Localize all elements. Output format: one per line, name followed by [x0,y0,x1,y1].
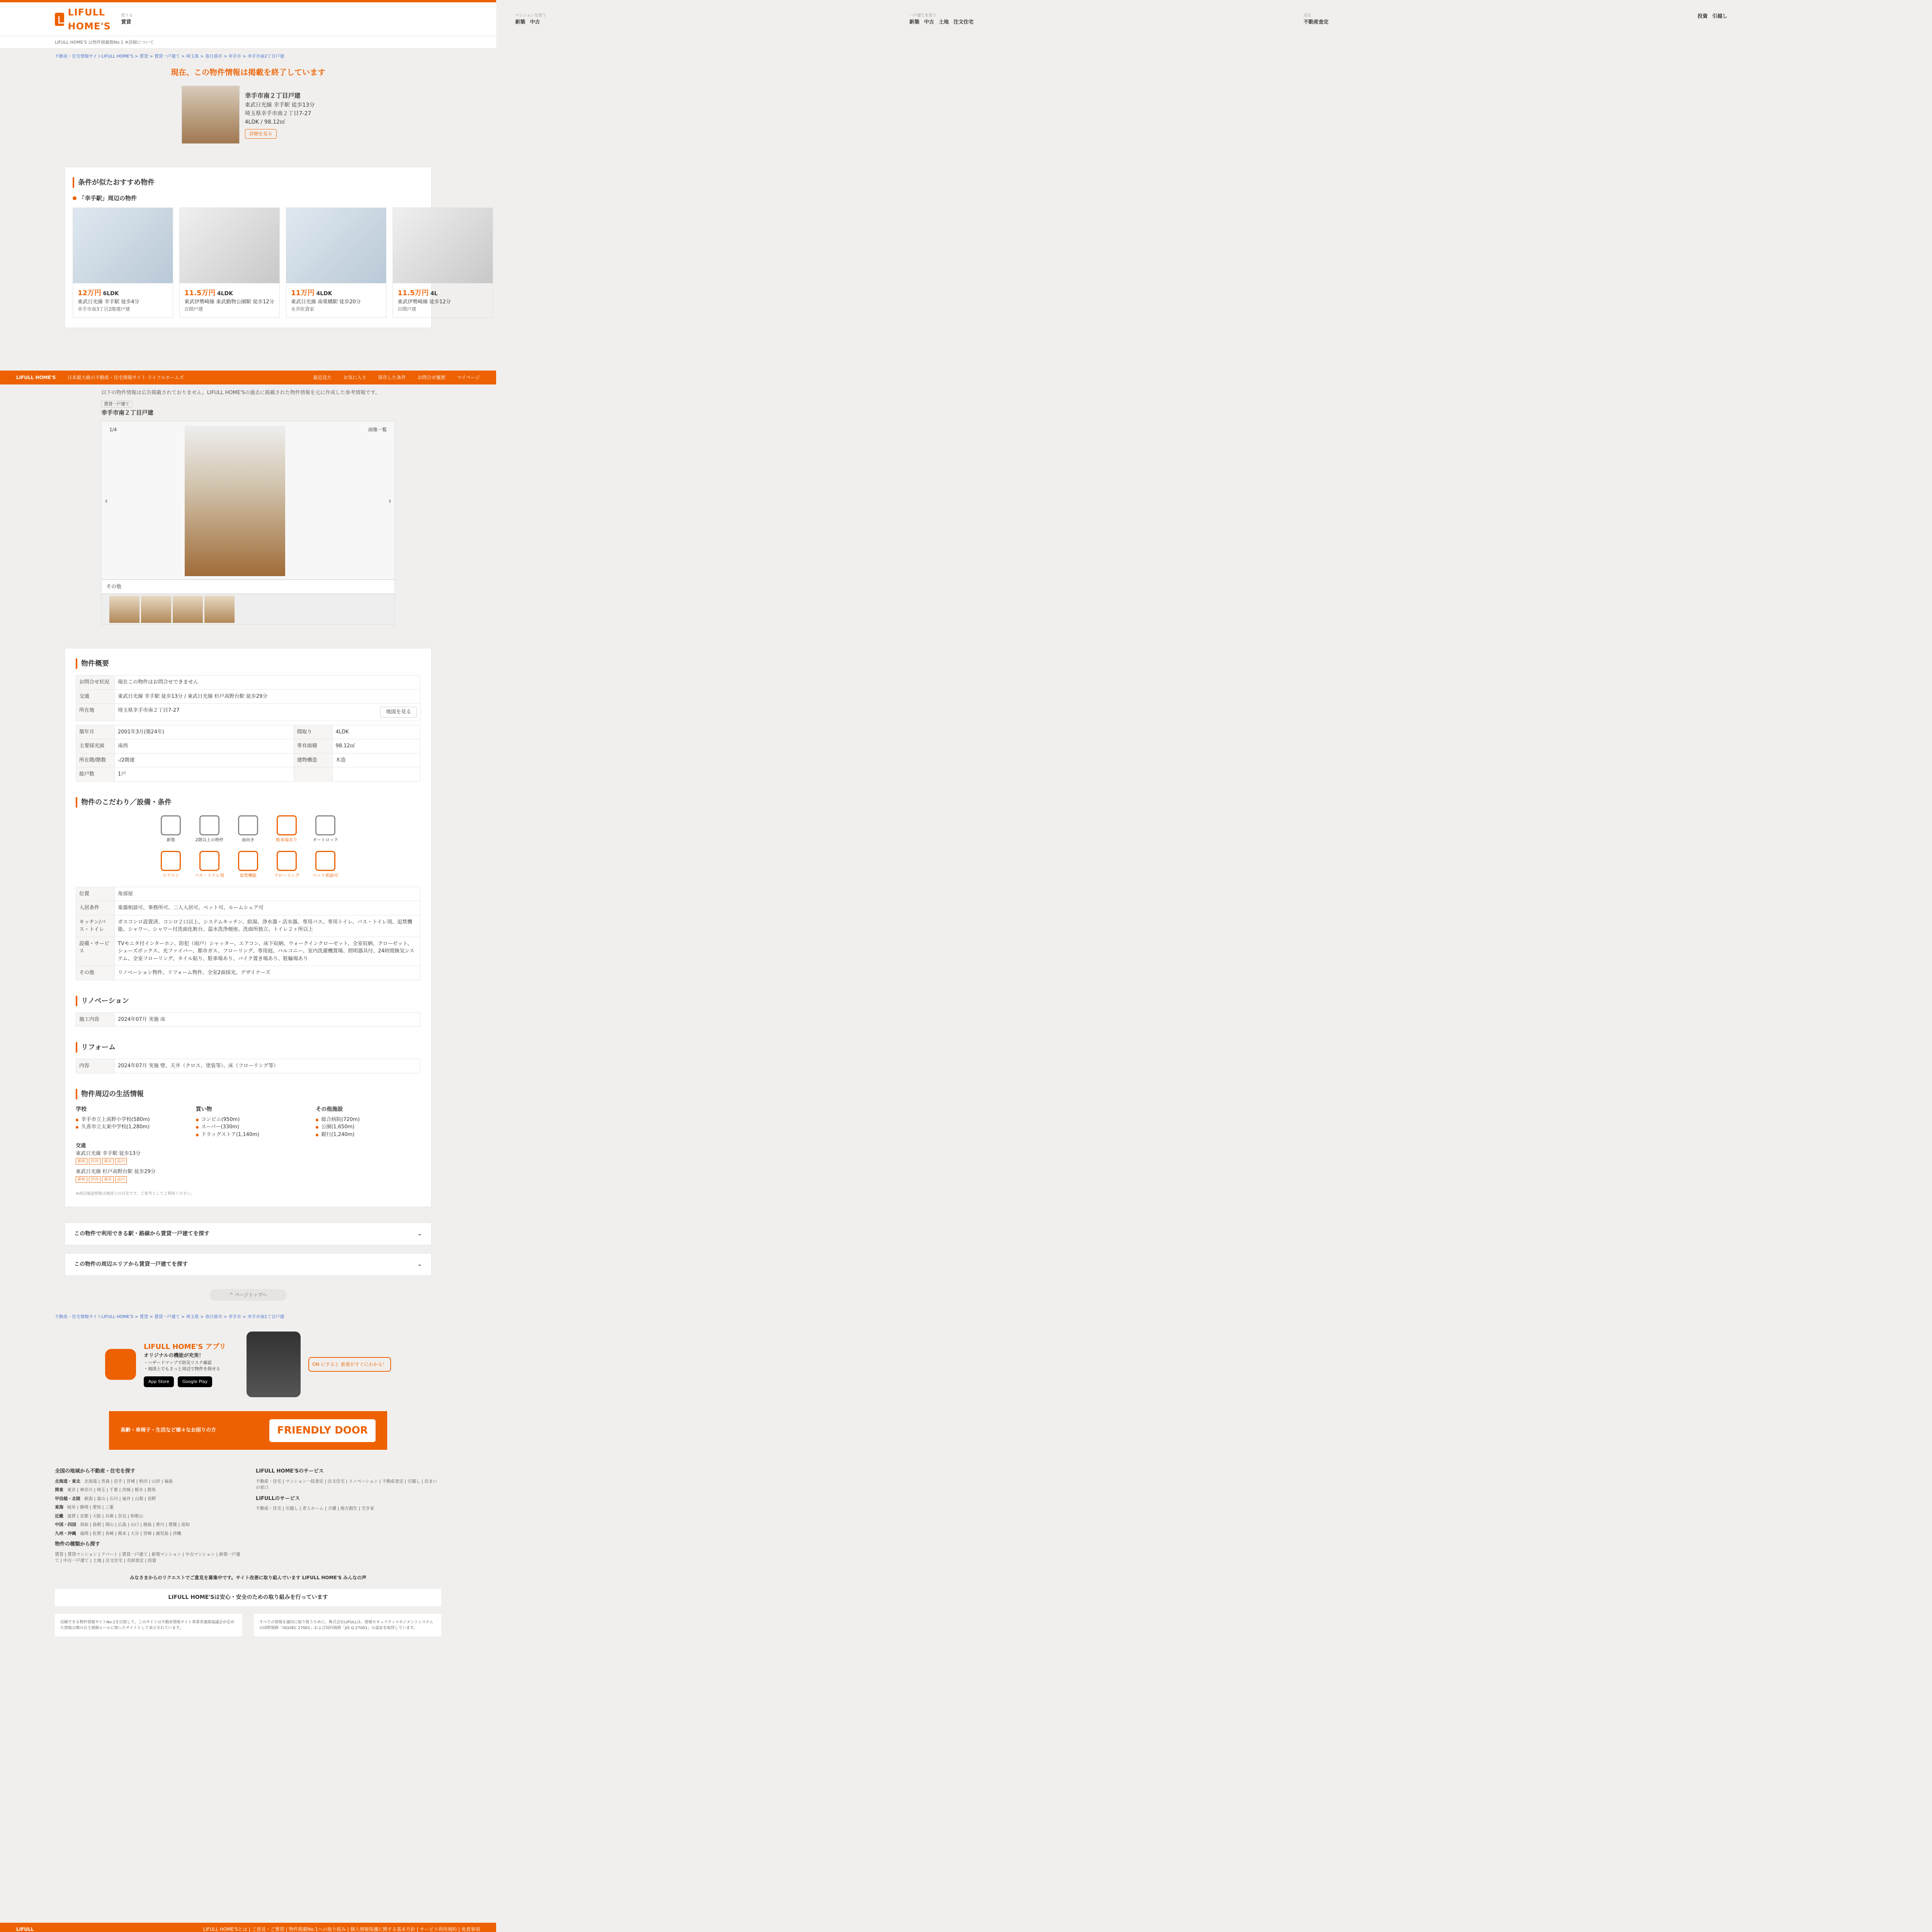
car-icon [277,815,297,835]
links-heading: LIFULL HOME'Sのサービス [256,1468,324,1474]
lock-icon [315,815,335,835]
accordion-label: この物件の周辺エリアから賃貸一戸建てを探す [74,1261,188,1267]
card-station: 東武伊勢崎線 徒歩12分 [398,299,451,305]
life-transit [76,1142,420,1183]
card-station: 東武日光線 南栗橋駅 徒歩20分 [291,299,361,305]
nav-group-label: マンションを買う [515,13,546,18]
app-promo [105,1332,391,1397]
shop-item: コンビニ(950m) [196,1116,301,1124]
thumbnail[interactable] [204,596,235,623]
bath-icon [199,851,219,871]
feature-reheat: 追焚機能 [233,851,264,879]
feature-flooring: フローリング [271,851,302,879]
thumbnail[interactable] [141,596,171,623]
recommendations [65,167,451,328]
pet-icon [315,851,335,871]
spec-value: 南西 [115,739,294,753]
accordion-area-search[interactable] [65,1253,432,1276]
app-bubble: ON にすると 新着がすぐにわかる！ [308,1357,391,1372]
spec-value: -/2階建 [115,753,294,767]
spec-value: 2001年3月(築24年) [115,725,294,739]
spec-value: 4LDK [332,725,420,739]
nav-moving[interactable]: 引越し [1712,13,1728,19]
row-label: 施工内容 [76,1012,115,1027]
ended-notice [55,64,441,144]
transit-badge: 渋谷 [89,1176,100,1183]
service-links[interactable]: 不動産・住宅 | マンション一括査定 | 注文住宅 | リノベーション | 不動産査定 | 引越し | 住まいの窓口 [256,1478,437,1490]
property-photo [286,208,386,283]
transit-badge: 東京 [102,1176,114,1183]
feature-bath-separate: バス・トイレ別 [194,851,225,879]
feature-pet: ペット相談可 [310,851,341,879]
photo-category: その他 [101,580,395,594]
transit-badge: 新宿 [76,1176,87,1183]
life-shop [196,1105,301,1139]
row-label: 所在地 [76,704,115,721]
ended-property-card [55,86,441,144]
main-photo [185,425,285,576]
bar-link-mypage[interactable]: マイページ [457,375,480,380]
life-title: 物件周辺の生活情報 [76,1089,420,1099]
footer-breadcrumb[interactable]: 不動産・住宅情報サイトLIFULL HOME'S > 賃貸 > 賃貸一戸建て > 埼玉県 > 春日部市 > 幸手市 > 幸手市南2丁目戸建 [55,1314,284,1319]
renovation-title: リノベーション [76,996,420,1006]
feature-aircon: エアコン [155,851,186,879]
row-value: 東武日光線 幸手駅 徒歩13分 / 東武日光線 杉戸高野台駅 徒歩29分 [115,689,420,704]
transit-badge: 渋谷 [89,1158,100,1165]
row-label: 内容 [76,1059,115,1073]
chevron-up-icon: ^ [229,1292,235,1298]
region-links[interactable]: 鳥取 | 島根 | 岡山 | 広島 | 山口 | 徳島 | 香川 | 愛媛 | 高知 [80,1522,190,1527]
thumbnail[interactable] [173,596,203,623]
feature-icons [148,815,349,879]
links-heading: 物件の種類から探す [55,1541,100,1547]
spec-label: 間取り [294,725,332,739]
life-info [76,1105,420,1139]
row-value: リノベーション物件、リフォーム物件、全室2面採光、デザイナーズ [115,966,420,980]
bar-link-recent[interactable]: 最近見た [313,375,332,380]
nav-group-other [1694,13,1932,26]
card-layout: 4L [430,290,438,297]
card-layout: 6LDK [103,290,119,297]
nav-custom-house[interactable]: 注文住宅 [953,19,974,25]
prev-arrow-icon[interactable]: ‹ [105,496,108,505]
row-label: 位置 [76,887,115,901]
nav-group-rent [117,13,511,26]
feature-new: 新築 [155,815,186,844]
transit-line: 東武日光線 幸手駅 徒歩13分 [76,1150,141,1156]
spec-table [76,725,420,782]
card-name: 幸手市南3丁目2階建戸建 [78,306,130,312]
transit-line: 東武日光線 杉戸高野台駅 徒歩29分 [76,1168,156,1175]
life-school [76,1105,180,1139]
app-title: LIFULL HOME'S アプリ [144,1343,226,1351]
card-name: 永井医貸家 [291,306,315,312]
school-item: 久喜市立太東中学校(1,280m) [76,1123,180,1131]
reco-card[interactable] [286,207,386,318]
property-thumbnail [182,86,240,144]
property-address: 埼玉県幸手市南２丁目7-27 [245,111,311,117]
safety-heading: LIFULL HOME'Sは安心・安全のための取り組みを行っています [55,1589,441,1606]
photo-gallery [101,421,395,580]
row-value: 角部屋 [115,887,420,901]
reform-table [76,1059,420,1073]
nav-appraisal[interactable]: 不動産査定 [1303,19,1329,25]
spec-value: 98.12㎡ [332,739,420,753]
sub-bar-text: LIFULL HOME'S は物件掲載数No.1 ※詳細について [55,40,154,45]
new-building-icon [161,815,181,835]
other-heading: その他施設 [316,1106,343,1112]
shop-item: ドラッグストア(1,140m) [196,1131,301,1139]
ended-heading: 現在、この物件情報は掲載を終了しています [171,68,325,77]
property-photo [73,208,173,283]
feature-south: 南向き [233,815,264,844]
nav-mansion-used[interactable]: 中古 [530,19,540,25]
cert-badge-1: 信頼できる物件情報サイトNo.1を目指して。このサイトは不動産情報サイト事業者連絡協議会が定めた情報公開の自主規制ルールに則ったサイトとして表示されています。 [55,1614,242,1636]
thumbnail[interactable] [109,596,139,623]
stairs-icon [199,815,219,835]
links-heading: LIFULLのサービス [256,1495,300,1502]
photo-counter: 1/4 [109,427,117,432]
card-price: 11.5万円 [184,289,216,297]
accordion-label: この物件で利用できる駅・路線から賃貸一戸建てを探す [74,1230,209,1237]
bar-link-history[interactable]: お問合せ履歴 [417,375,446,380]
nav-land[interactable]: 土地 [939,19,949,25]
property-type-tag: 賃貸一戸建て [101,401,132,408]
footer-logo[interactable]: LIFULL [16,1927,34,1932]
nav-invest[interactable]: 投資 [1697,13,1708,19]
row-label: お問合せ状況 [76,675,115,690]
nav-house-used[interactable]: 中古 [924,19,934,25]
nav-group-mansion [511,13,905,26]
region-links[interactable]: 北海道 | 青森 | 岩手 | 宮城 | 秋田 | 山形 | 福島 [84,1478,173,1484]
region-links[interactable]: 福岡 | 佐賀 | 長崎 | 熊本 | 大分 | 宮崎 | 鹿児島 | 沖縄 [80,1531,181,1536]
features-title: 物件のこだわり／設備・条件 [76,797,420,808]
footer-links: 全国の地域から不動産・住宅を探す 北海道・東北 北海道 | 青森 | 岩手 | 宮城 | 秋田 | 山形 | 福島 関東 東京 | 神奈川 | 埼玉 | 千葉 | 茨城 | 栃木 | 群馬 甲信越・北陸 新潟 | 富山 | 石川 | 福井 | 山梨 | 長野 東海 岐阜 | 静岡 | 愛知 | 三重 近畿 滋賀 | 京都 | 大阪 | 兵庫 | 奈良 | 和歌山 中国・四国 鳥取 | 島根 | 岡山 | 広島 | 山口 | 徳島 | 香川 | 愛媛 | 高知 九州・沖縄 福岡 | 佐賀 | 長崎 | 熊本 | 大分 | 宮崎 | 鹿児島 | 沖縄 物件の種類から探す 賃貸 | 賃貸マンション | アパート | 賃貸一戸建て | 新築マンション | 中古マンション | 新築一戸建て | 中古一戸建て | 土地 | 注文住宅 | 売却査定 | 投資 LIFULL HOME'Sのサービス 不動産・住宅 | マンション一括査定 | 注文住宅 | リノベーション | 不動産査定 | 引越し | 住まいの窓口 LIFULLのサービス 不動産・住宅 | 引越し | 老人ホーム | 介護 | 地方創生 | 空き家 [55,1464,441,1566]
detail-header [101,384,395,417]
property-name: 幸手市南２丁目戸建 [245,92,301,100]
reco-card[interactable] [179,207,280,318]
features-table [76,887,420,980]
breadcrumb[interactable]: 不動産・住宅情報サイトLIFULL HOME'S > 賃貸 > 賃貸一戸建て > 埼玉県 > 春日部市 > 幸手市 > 幸手市南2丁目戸建 [55,54,284,59]
property-photo [393,208,493,283]
other-item: 銀行(1,240m) [316,1131,420,1139]
friendly-door-banner[interactable] [109,1411,387,1450]
map-button[interactable]: 地図を見る [380,707,417,718]
property-photo [180,208,279,283]
links-heading: 全国の地域から不動産・住宅を探す [55,1468,136,1474]
school-heading: 学校 [76,1106,87,1112]
phone-mockup [247,1332,301,1397]
transit-heading: 交通 [76,1143,86,1149]
overview-title: 物件概要 [76,658,420,669]
cert-badge-2: すべての情報を適切に取り扱うために。株式会社LIFULLは、情報セキュリティマネジメントシステムの国際規格「ISO/IEC 27001」および国内規格「JIS Q 27001」の認証を取得しています。 [254,1614,441,1636]
region-links[interactable]: 滋賀 | 京都 | 大阪 | 兵庫 | 奈良 | 和歌山 [67,1513,143,1519]
region-links[interactable]: 岐阜 | 静岡 | 愛知 | 三重 [67,1505,114,1510]
card-station: 東武伊勢崎線 東武動物公園駅 徒歩12分 [184,299,274,305]
life-other [316,1105,420,1139]
reheat-icon [238,851,258,871]
school-item: 幸手市立上高野小学校(580m) [76,1116,180,1124]
app-desc: ・地図上でもさっと周辺で物件を探せる [144,1366,220,1371]
nav-mansion-new[interactable]: 新築 [515,19,526,25]
spec-label: 所在階/階数 [76,753,115,767]
type-links[interactable]: 賃貸 | 賃貸マンション | アパート | 賃貸一戸建て | 新築マンション | 中古マンション | 新築一戸建て | 中古一戸建て | 土地 | 注文住宅 | 売却査定 | 投資 [55,1551,240,1563]
spec-value: 1戸 [115,767,294,782]
bar-link-favorites[interactable]: お気に入り [343,375,367,380]
nav-group-label: 借りる [121,13,133,18]
spec-label: 主要採光面 [76,739,115,753]
row-value: 2024年07月 実施 壁、天井（クロス、塗装等）、床（フローリング等） [115,1059,420,1073]
card-price: 11.5万円 [398,289,429,297]
overview-table [76,675,420,721]
reform-title: リフォーム [76,1042,420,1053]
card-layout: 4LDK [217,290,233,297]
row-label: キッチン/バス・トイレ [76,915,115,937]
sun-icon [238,815,258,835]
row-value: 埼玉県幸手市南２丁目7-27 [118,707,180,713]
card-station: 東武日光線 幸手駅 徒歩4分 [78,299,139,305]
feedback-request[interactable]: みなさまからのリクエストでご意見を募集中です。サイト改善に取り組んでいます LIFULL HOME'S みんなの声 [129,1575,367,1580]
row-label: 設備・サービス [76,937,115,966]
site-logo[interactable] [55,5,117,33]
chevron-down-icon: ⌄ [417,1261,422,1267]
site-footer [0,1923,496,1932]
nav-group-sell [1299,13,1694,26]
reco-card[interactable] [73,207,173,318]
renovation-table [76,1012,420,1027]
other-item: 公園(1,650m) [316,1123,420,1131]
row-value: 楽器相談可、事務所可、二人入居可、ペット可、ルームシェア可 [115,901,420,915]
card-layout: 4LDK [316,290,332,297]
accordion-station-search[interactable] [65,1223,432,1245]
bar-tagline: 日本最大級の不動産・住宅情報サイト ライフルホームズ [67,375,184,380]
spec-label: 建物構造 [294,753,332,767]
nav-group-label: 売る [1303,13,1311,18]
flooring-icon [277,851,297,871]
sub-bar [0,36,496,49]
row-label: 交通 [76,689,115,704]
logo-text: LIFULL HOME'S [68,7,111,32]
row-value: ガスコンロ設置済、コンロ２口以上、システムキッチン、給湯、浄水器・活水器、専用バス、専用トイレ、バス・トイレ別、追焚機能、シャワー、シャワー付洗面化粧台、温水洗浄便座、洗面所独立、トイレ２ヶ所以上 [115,915,420,937]
nav-group-label: 一戸建てを買う [909,13,937,18]
banner-text: 高齢・車椅子・生活など様々なお困りの方 [121,1427,216,1434]
chevron-down-icon: ⌄ [417,1230,422,1237]
main-nav [117,13,1932,26]
spec-label: 専有面積 [294,739,332,753]
aircon-icon [161,851,181,871]
next-arrow-icon[interactable]: › [388,496,391,505]
shop-heading: 買い物 [196,1106,212,1112]
property-station: 東武日光線 幸手駅 徒歩13分 [245,102,315,108]
transit-badge: 東京 [102,1158,114,1165]
other-item: 総合病院(720m) [316,1116,420,1124]
transit-badge: 品川 [115,1176,127,1183]
banner-logo: FRIENDLY DOOR [269,1419,376,1442]
row-value: TVモニタ付インターホン、防犯（雨戸）シャッター、エアコン、床下収納、ウォークインクローゼット、全室収納、クローゼット、シューズボックス、光ファイバー、都市ガス、フローリング、専用庭、バルコニー、室内洗濯機置場、照明器具付、24時間換気システム、全室フローリング、タイル貼り、駐車場あり、バイク置き場あり、駐輪場あり [115,937,420,966]
nav-rent[interactable]: 賃貸 [121,19,131,25]
nav-group-house [905,13,1299,26]
card-price: 12万円 [78,289,102,297]
spec-label: 総戸数 [76,767,115,782]
life-note: ※周辺施設情報は地図上の目安です。ご参考としてご利用ください。 [76,1191,195,1196]
region-links[interactable]: 新潟 | 富山 | 石川 | 福井 | 山梨 | 長野 [84,1496,156,1501]
recos-title: 条件が似たおすすめ物件 [73,177,423,188]
region-links[interactable]: 東京 | 神奈川 | 埼玉 | 千葉 | 茨城 | 栃木 | 群馬 [67,1487,156,1492]
page-top-button[interactable]: ^ ページトップへ [209,1289,287,1301]
row-label: その他 [76,966,115,980]
photo-list-button[interactable]: 画像一覧 [368,427,387,432]
card-name: 百間戸建 [184,306,203,312]
detail-button[interactable]: 詳細を見る [245,129,277,139]
certifications [55,1614,441,1636]
bar-link-saved[interactable]: 保存した条件 [378,375,406,380]
feature-autolock: オートロック [310,815,341,844]
sticky-orange-bar [0,371,496,384]
card-name: 百間戸建 [398,306,417,312]
property-overview [65,648,432,1207]
transit-badge: 新宿 [76,1158,87,1165]
transit-badge: 品川 [115,1158,127,1165]
recos-subtitle: 「幸手駅」周辺の物件 [73,194,423,203]
property-layout: 4LDK / 98.12㎡ [245,119,286,126]
nav-house-new[interactable]: 新築 [909,19,920,25]
feature-2f: 2階以上の物件 [194,815,225,844]
row-value: 現在この物件はお問合せできません [115,675,420,690]
home-logo-icon [55,13,64,26]
app-desc: ・ハザードマップで防災リスク確認 [144,1360,212,1365]
app-store-button[interactable]: App Store [144,1376,174,1388]
footer-links-row[interactable]: LIFULL HOME'Sとは | ご意見・ご要望 | 物件掲載No.1への取り組み | 個人情報保護に関する基本方針 | サービス利用規約 | 免責事項 [203,1927,480,1932]
site-header [0,2,1728,36]
row-value: 2024年07月 実施 床 [115,1012,420,1027]
detail-notice: 以下の物件情報は広告掲載されておりません。LIFULL HOME'Sの過去に掲載された物件情報を元に作成した参考情報です。 [101,390,380,396]
spec-label: 築年月 [76,725,115,739]
app-desc: オリジナルの機能が充実！ [144,1353,204,1359]
app-icon [105,1349,136,1380]
google-play-button[interactable]: Google Play [178,1376,212,1388]
spec-value: 木造 [332,753,420,767]
feature-parking: 駐車場あり [271,815,302,844]
card-price: 11万円 [291,289,315,297]
lifull-links[interactable]: 不動産・住宅 | 引越し | 老人ホーム | 介護 | 地方創生 | 空き家 [256,1506,374,1511]
detail-title: 幸手市南２丁目戸建 [101,409,154,416]
reco-card[interactable] [393,207,493,318]
bar-logo[interactable]: LIFULL HOME'S [16,375,56,380]
thumbnail-strip [101,594,395,625]
shop-item: スーパー(330m) [196,1123,301,1131]
row-label: 入居条件 [76,901,115,915]
